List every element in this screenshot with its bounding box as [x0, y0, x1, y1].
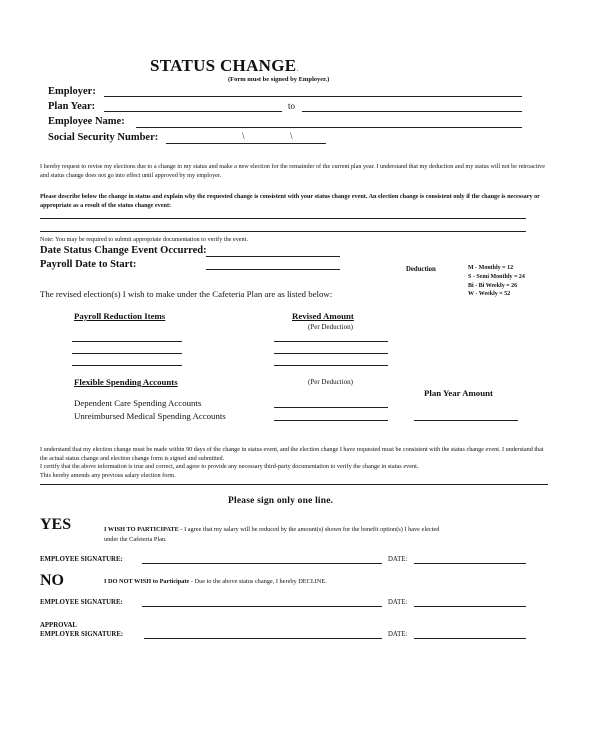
employee-signature-field-yes[interactable]: [142, 563, 382, 564]
plan-year-end-field[interactable]: [302, 111, 522, 112]
revised-amount-line-2[interactable]: [274, 353, 388, 354]
plan-year-to-label: to: [288, 101, 296, 111]
date-label-no: DATE:: [388, 599, 408, 606]
divider-line: [40, 484, 548, 485]
dependent-care-per-deduction-field[interactable]: [274, 407, 388, 408]
date-field-yes[interactable]: [414, 563, 526, 564]
title-dot: .: [296, 65, 299, 73]
title-text: STATUS CHANGE: [150, 56, 297, 75]
employer-field[interactable]: [104, 96, 522, 97]
flexible-spending-header: Flexible Spending Accounts: [74, 377, 178, 387]
plan-year-label: Plan Year:: [48, 101, 96, 112]
employee-signature-label-yes: EMPLOYEE SIGNATURE:: [40, 556, 123, 563]
date-label-yes: DATE:: [388, 556, 408, 563]
revised-amount-line-3[interactable]: [274, 365, 388, 366]
per-deduction-note-1: (Per Deduction): [308, 323, 353, 331]
yes-statement-line-2: under the Cafeteria Plan.: [104, 536, 167, 543]
payroll-reduction-items-header: Payroll Reduction Items: [74, 311, 166, 321]
yes-statement-line-1: [104, 526, 439, 533]
revised-election-text: The revised election(s) I wish to make under the Cafeteria Plan are as listed below:: [40, 289, 333, 299]
employee-name-field[interactable]: [136, 127, 522, 128]
unreimbursed-medical-per-deduction-field[interactable]: [274, 420, 388, 421]
date-field-no[interactable]: [414, 606, 526, 607]
date-field-approval[interactable]: [414, 638, 526, 639]
payroll-item-line-3[interactable]: [72, 365, 182, 366]
revised-amount-header: Revised Amount: [292, 311, 354, 321]
revised-amount-line-1[interactable]: [274, 341, 388, 342]
date-label-approval: DATE:: [388, 631, 408, 638]
ssn-field[interactable]: [166, 143, 326, 144]
plan-year-start-field[interactable]: [104, 111, 282, 112]
employee-signature-label-no: EMPLOYEE SIGNATURE:: [40, 599, 123, 606]
yes-statement-bold: I WISH TO PARTICIPATE -: [104, 526, 183, 533]
payroll-date-label: Payroll Date to Start:: [40, 259, 137, 270]
describe-line-2[interactable]: [40, 231, 526, 232]
no-statement: [104, 578, 327, 585]
unreimbursed-medical-label: Unreimbursed Medical Spending Accounts: [74, 411, 226, 421]
plan-year-amount-header: Plan Year Amount: [424, 388, 493, 398]
employer-signature-field[interactable]: [144, 638, 382, 639]
note-text: Note: You may be required to submit appropriate documentation to verify the event.: [40, 236, 248, 243]
describe-paragraph: Please describe below the change in status and explain why the requested change is consistent with your status change event. An election change is consistent only if the change is necessary or appropriate as a result of the status change event:: [40, 193, 540, 209]
date-status-change-field[interactable]: [206, 256, 340, 257]
date-status-change-label: Date Status Change Event Occurred:: [40, 245, 207, 256]
no-statement-rest: - Due to the above status change, I hereby DECLINE.: [189, 578, 327, 585]
payroll-date-field[interactable]: [206, 269, 340, 270]
employee-signature-field-no[interactable]: [142, 606, 382, 607]
deduction-code-monthly: M - Monthly = 12: [468, 265, 514, 271]
yes-statement-rest: I agree that my salary will be reduced by the amount(s) shown for the benefit option(s) I have elected: [182, 526, 440, 533]
payroll-item-line-2[interactable]: [72, 353, 182, 354]
subtitle: (Form must be signed by Employer.): [228, 76, 330, 83]
dependent-care-label: Dependent Care Spending Accounts: [74, 398, 202, 408]
intro-paragraph: I hereby request to revise my elections due to a change in my status and make a new election for the remainder of the current plan year. I understand that my deduction and my status will not be retroactive and status change does not go into effect until approved by my employer.: [40, 163, 545, 179]
no-statement-bold: I DO NOT WISH to Participate: [104, 578, 190, 585]
deduction-label: Deduction: [406, 266, 436, 273]
deduction-codes: [468, 264, 525, 299]
ssn-label: Social Security Number:: [48, 132, 159, 143]
payroll-item-line-1[interactable]: [72, 341, 182, 342]
understand-paragraph: I understand that my election change must be made within 90 days of the change in status event, and the election change I have requested must be consistent with the status change event. I understand that the actual status change and election change form is signed and submitted.: [40, 446, 544, 462]
employee-name-label: Employee Name:: [48, 116, 125, 127]
deduction-code-weekly: W - Weekly = 52: [468, 291, 511, 298]
deduction-code-semi-monthly: S - Semi Monthly = 24: [468, 273, 525, 280]
amends-paragraph: This hereby amends any previous salary election form.: [40, 472, 176, 479]
unreimbursed-medical-plan-year-field[interactable]: [414, 420, 518, 421]
approval-label: APPROVAL: [40, 622, 77, 629]
certify-paragraph: I certify that the above information is true and correct, and agree to provide any necessary third-party documentation to verify the change in status event.: [40, 463, 419, 470]
employer-label: Employer:: [48, 86, 96, 97]
deduction-code-bi-weekly: Bi - Bi Weekly = 26: [468, 282, 518, 289]
page-title: [150, 56, 298, 76]
yes-heading: YES: [40, 516, 72, 533]
sign-one-line-note: Please sign only one line.: [228, 496, 334, 506]
no-heading: NO: [40, 572, 64, 589]
ssn-separator-1: \: [242, 131, 245, 141]
describe-line-1[interactable]: [40, 218, 526, 219]
ssn-separator-2: \: [290, 131, 293, 141]
employer-signature-label: EMPLOYER SIGNATURE:: [40, 631, 124, 638]
per-deduction-note-2: (Per Deduction): [308, 378, 353, 386]
